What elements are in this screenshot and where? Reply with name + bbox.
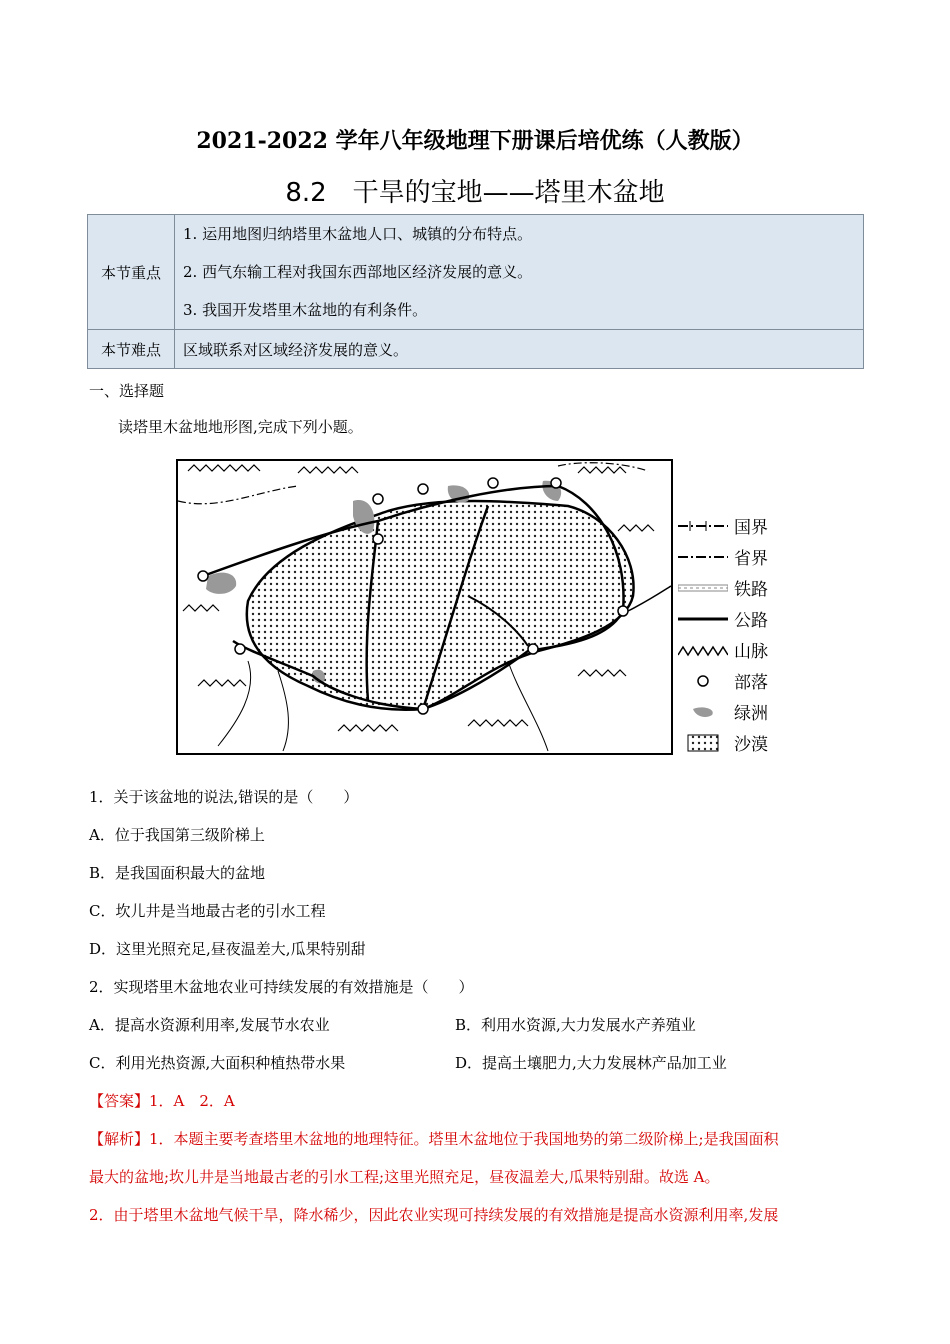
legend-item	[678, 541, 768, 572]
difficulty-text: 区域联系对区域经济发展的意义。	[175, 330, 864, 369]
tarim-basin-map	[176, 459, 673, 755]
highway-icon	[678, 612, 728, 626]
national-border-icon	[678, 519, 728, 533]
legend-item	[678, 634, 768, 665]
settlement-icon	[678, 674, 728, 688]
oasis	[206, 573, 236, 594]
answer-line: 【答案】1．A 2．A	[89, 1092, 235, 1110]
legend-item	[678, 510, 768, 541]
legend-label: 公路	[734, 611, 768, 631]
question-2-stem: 2．实现塔里木盆地农业可持续发展的有效措施是（ ）	[89, 978, 474, 996]
oasis-icon	[678, 705, 728, 719]
legend-item	[678, 572, 768, 603]
desert-icon	[678, 734, 728, 752]
map-drawing	[178, 461, 671, 753]
question-2-option-b[interactable]: B．利用水资源,大力发展水产养殖业	[455, 1016, 696, 1034]
legend-label: 铁路	[734, 580, 768, 600]
difficulty-label: 本节难点	[88, 330, 175, 369]
lesson-title: 8.2 干旱的宝地——塔里木盆地	[285, 178, 665, 208]
question-1-option-d[interactable]: D．这里光照充足,昼夜温差大,瓜果特别甜	[89, 940, 366, 958]
focus-items	[175, 215, 864, 330]
legend-item	[678, 665, 768, 696]
river	[508, 661, 548, 751]
focus-item: 3. 我国开发塔里木盆地的有利条件。	[183, 301, 428, 319]
mountain-icon	[678, 643, 728, 657]
railway-icon	[678, 581, 728, 595]
question-2-option-d[interactable]: D．提高土壤肥力,大力发展林产品加工业	[455, 1054, 727, 1072]
legend-item	[678, 727, 768, 758]
key-points-table	[87, 214, 864, 369]
question-1-option-a[interactable]: A．位于我国第三级阶梯上	[89, 826, 265, 844]
legend-label: 省界	[734, 549, 768, 569]
legend-label: 山脉	[734, 642, 768, 662]
desert-area	[247, 501, 634, 710]
legend-label: 部落	[734, 673, 768, 693]
analysis-line: 最大的盆地;坎儿井是当地最古老的引水工程;这里光照充足，昼夜温差大,瓜果特别甜。故选 A。	[89, 1168, 720, 1186]
legend-label: 绿洲	[734, 704, 768, 724]
question-2-option-c[interactable]: C．利用光热资源,大面积种植热带水果	[89, 1054, 346, 1072]
question-1-option-c[interactable]: C．坎儿井是当地最古老的引水工程	[89, 902, 326, 920]
legend-label: 沙漠	[734, 735, 768, 755]
legend-label: 国界	[734, 518, 768, 538]
legend-item	[678, 603, 768, 634]
document-title: 2021-2022 学年八年级地理下册课后培优练（人教版）	[196, 128, 754, 154]
question-1-stem: 1．关于该盆地的说法,错误的是（ ）	[89, 788, 359, 806]
analysis-line: 2．由于塔里木盆地气候干旱，降水稀少，因此农业实现可持续发展的有效措施是提高水资源利用率,发展	[89, 1206, 779, 1224]
question-1-option-b[interactable]: B．是我国面积最大的盆地	[89, 864, 266, 882]
map-legend	[678, 510, 768, 758]
analysis-line: 【解析】1．本题主要考查塔里木盆地的地理特征。塔里木盆地位于我国地势的第二级阶梯上;是我国面积	[89, 1130, 779, 1148]
river	[278, 671, 288, 751]
focus-label: 本节重点	[88, 215, 175, 330]
focus-item: 2. 西气东输工程对我国东西部地区经济发展的意义。	[183, 263, 533, 281]
question-2-option-a[interactable]: A．提高水资源利用率,发展节水农业	[89, 1016, 330, 1034]
legend-item	[678, 696, 768, 727]
river	[218, 661, 251, 746]
provincial-border-icon	[678, 550, 728, 564]
question-intro: 读塔里木盆地地形图,完成下列小题。	[118, 418, 363, 436]
focus-item: 1. 运用地图归纳塔里木盆地人口、城镇的分布特点。	[183, 225, 533, 243]
section-heading: 一、选择题	[89, 382, 165, 400]
